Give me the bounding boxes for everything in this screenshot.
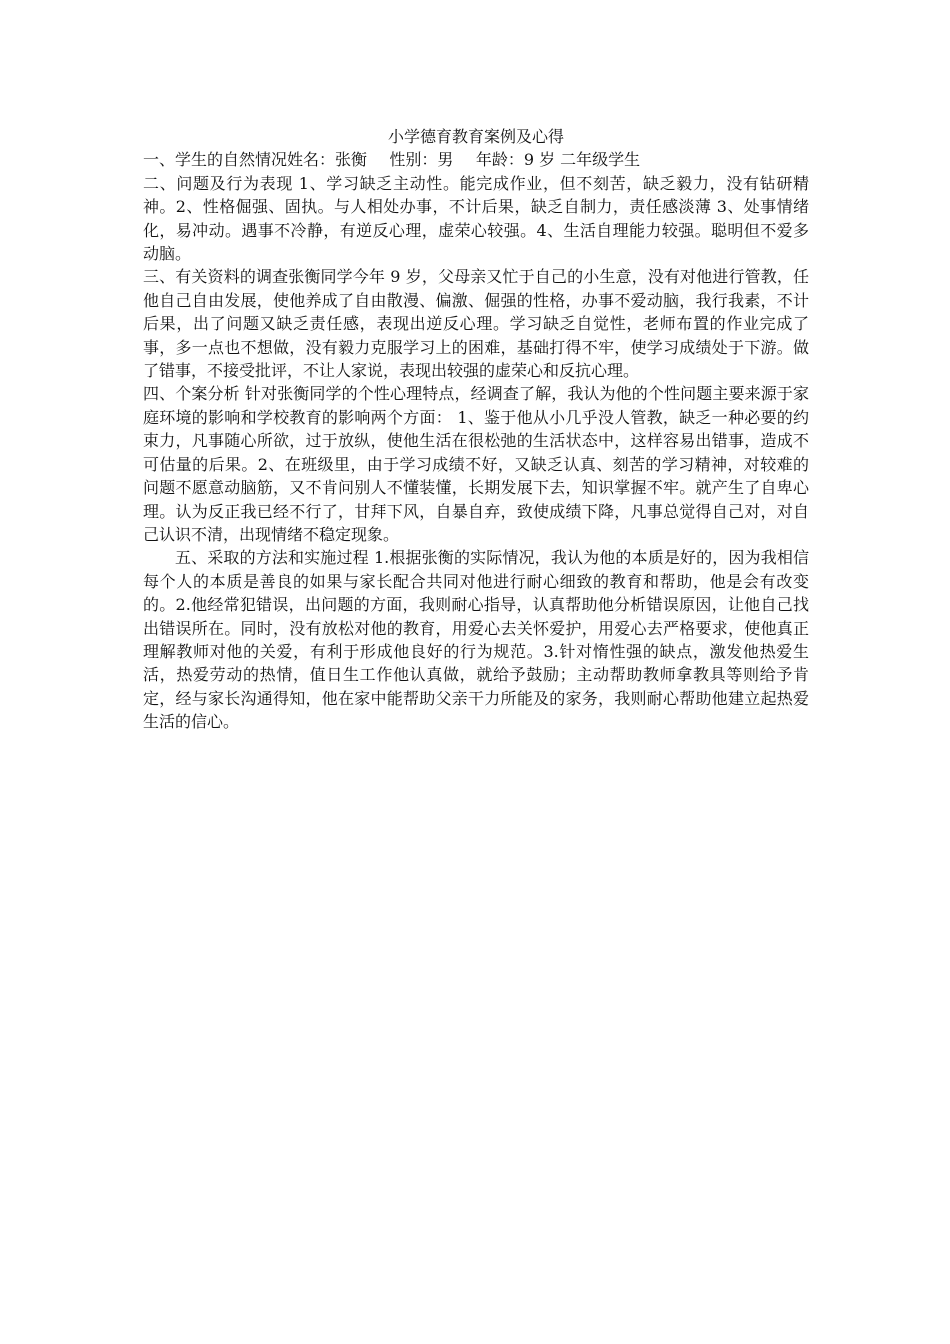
paragraph-investigation: 三、有关资料的调查张衡同学今年 9 岁，父母亲又忙于自己的小生意，没有对他进行管教，任他自己自由发展，使他养成了自由散漫、偏激、倔强的性格，办事不爱动脑，我行我素，不计后果，出了问题又缺乏责任感，表现出逆反心理。学习缺乏自觉性，老师布置的作业完成了事，多一点也不想做，没有毅力克服学习上的困难，基础打得不牢，使学习成绩处于下游。做了错事，不接受批评，不让人家说，表现出较强的虚荣心和反抗心理。 <box>143 267 809 381</box>
student-age: 年龄：9 岁 二年级学生 <box>475 150 641 170</box>
student-info-heading: 一、学生的自然情况姓名：张衡 <box>143 150 368 170</box>
student-gender: 性别：男 <box>389 150 454 170</box>
document-page <box>143 125 809 734</box>
document-title: 小学德育教育案例及心得 <box>387 127 564 146</box>
student-info-line <box>143 148 809 171</box>
paragraph-methods: 五、采取的方法和实施过程 1.根据张衡的实际情况，我认为他的本质是好的，因为我相信每个人的本质是善良的如果与家长配合共同对他进行耐心细致的教育和帮助，他是会有改变的。2.他经常犯错误，出问题的方面，我则耐心指导，认真帮助他分析错误原因，让他自己找出错误所在。同时，没有放松对他的教育，用爱心去关怀爱护，用爱心去严格要求，使他真正理解教师对他的关爱，有利于形成他良好的行为规范。3.针对惰性强的缺点，激发他热爱生活，热爱劳动的热情，值日生工作他认真做，就给予鼓励；主动帮助教师拿教具等则给予肯定，经与家长沟通得知，他在家中能帮助父亲干力所能及的家务，我则耐心帮助他建立起热爱生活的信心。 <box>143 548 809 732</box>
paragraph-problems: 二、问题及行为表现 1、学习缺乏主动性。能完成作业，但不刻苦，缺乏毅力，没有钻研精神。2、性格倔强、固执。与人相处办事，不计后果，缺乏自制力，责任感淡薄 3、处事情绪化，易冲动。遇事不冷静，有逆反心理，虚荣心较强。4、生活自理能力较强。聪明但不爱多动脑。 <box>143 173 809 264</box>
paragraph-analysis: 四、个案分析 针对张衡同学的个性心理特点，经调查了解，我认为他的个性问题主要来源于家庭环境的影响和学校教育的影响两个方面： 1、鉴于他从小几乎没人管教，缺乏一种必要的约束力，凡事随心所欲，过于放纵，使他生活在很松弛的生活状态中，这样容易出错事，造成不可估量的后果。2、在班级里，由于学习成绩不好，又缺乏认真、刻苦的学习精神，对较难的问题不愿意动脑筋，又不肯问别人不懂装懂，长期发展下去，知识掌握不牢。就产生了自卑心理。认为反正我已经不行了，甘拜下风，自暴自弃，致使成绩下降，凡事总觉得自己对，对自己认识不清，出现情绪不稳定现象。 <box>143 384 809 544</box>
